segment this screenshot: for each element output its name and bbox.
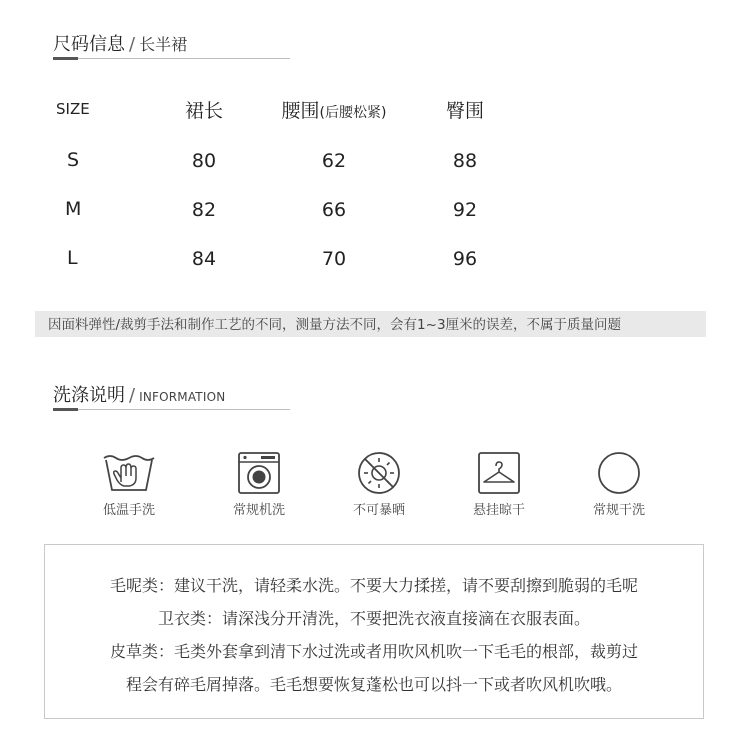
length-cell: 82 (191, 199, 217, 221)
length-cell: 84 (191, 248, 217, 270)
size-section-subtitle: 长半裙 (139, 35, 188, 54)
care-item-hang-dry (449, 452, 549, 518)
length-cell: 80 (191, 150, 217, 172)
care-text-line: 毛呢类：建议干洗，请轻柔水洗。不要大力揉搓，请不要刮擦到脆弱的毛呢 (109, 576, 638, 595)
care-label: 不可暴晒 (352, 503, 405, 518)
wash-section-title: 洗涤说明 / INFORMATION (53, 385, 226, 406)
care-item-no-sun (329, 452, 429, 518)
hang-dry-icon (471, 452, 527, 494)
hand-wash-icon (101, 452, 157, 494)
waist-header-note: (后腰松紧) (319, 105, 387, 121)
care-item-machine-wash (209, 452, 309, 518)
wash-section-rule-accent (53, 408, 78, 411)
care-text-box (44, 544, 704, 719)
care-text-line: 卫衣类：请深浅分开清洗，不要把洗衣液直接滴在衣服表面。 (157, 609, 590, 628)
wash-section-rule (53, 409, 290, 410)
size-cell: L (67, 247, 78, 269)
size-section-rule-accent (53, 57, 78, 60)
size-cell: M (65, 198, 82, 220)
waist-header (282, 96, 387, 123)
size-section-rule (53, 58, 290, 59)
measurement-note: 因面料弹性/裁剪手法和制作工艺的不同，测量方法不同，会有1~3厘米的误差，不属于质量问题 (48, 317, 622, 333)
care-label: 悬挂晾干 (472, 503, 525, 518)
dry-clean-icon (591, 452, 647, 494)
care-item-dry-clean (569, 452, 669, 518)
waist-header-label: 腰围 (281, 100, 320, 122)
care-label: 常规干洗 (592, 503, 645, 518)
hip-cell: 88 (452, 150, 478, 172)
care-text-line: 程会有碎毛屑掉落。毛毛想要恢复蓬松也可以抖一下或者吹风机吹哦。 (125, 675, 622, 694)
wash-section-title-text: 洗涤说明 (53, 385, 125, 406)
hip-cell: 92 (452, 199, 478, 221)
washing-machine-icon (231, 452, 287, 494)
length-header: 裙长 (184, 100, 224, 122)
waist-cell: 62 (321, 150, 347, 172)
care-label: 常规机洗 (232, 503, 285, 518)
size-section-title: 尺码信息 / 长半裙 (53, 34, 188, 55)
hip-header: 臀围 (445, 100, 485, 122)
waist-cell: 66 (321, 199, 347, 221)
wash-section-subtitle: INFORMATION (139, 390, 226, 404)
size-header: SIZE (56, 100, 90, 118)
care-item-hand-wash (79, 452, 179, 518)
size-cell: S (67, 149, 80, 171)
hip-cell: 96 (452, 248, 478, 270)
waist-cell: 70 (321, 248, 347, 270)
care-label: 低温手洗 (102, 503, 155, 518)
no-sun-icon (351, 452, 407, 494)
care-text-line: 皮草类：毛类外套拿到清下水过洗或者用吹风机吹一下毛毛的根部，裁剪过 (109, 642, 638, 661)
size-section-title-text: 尺码信息 (53, 34, 125, 55)
